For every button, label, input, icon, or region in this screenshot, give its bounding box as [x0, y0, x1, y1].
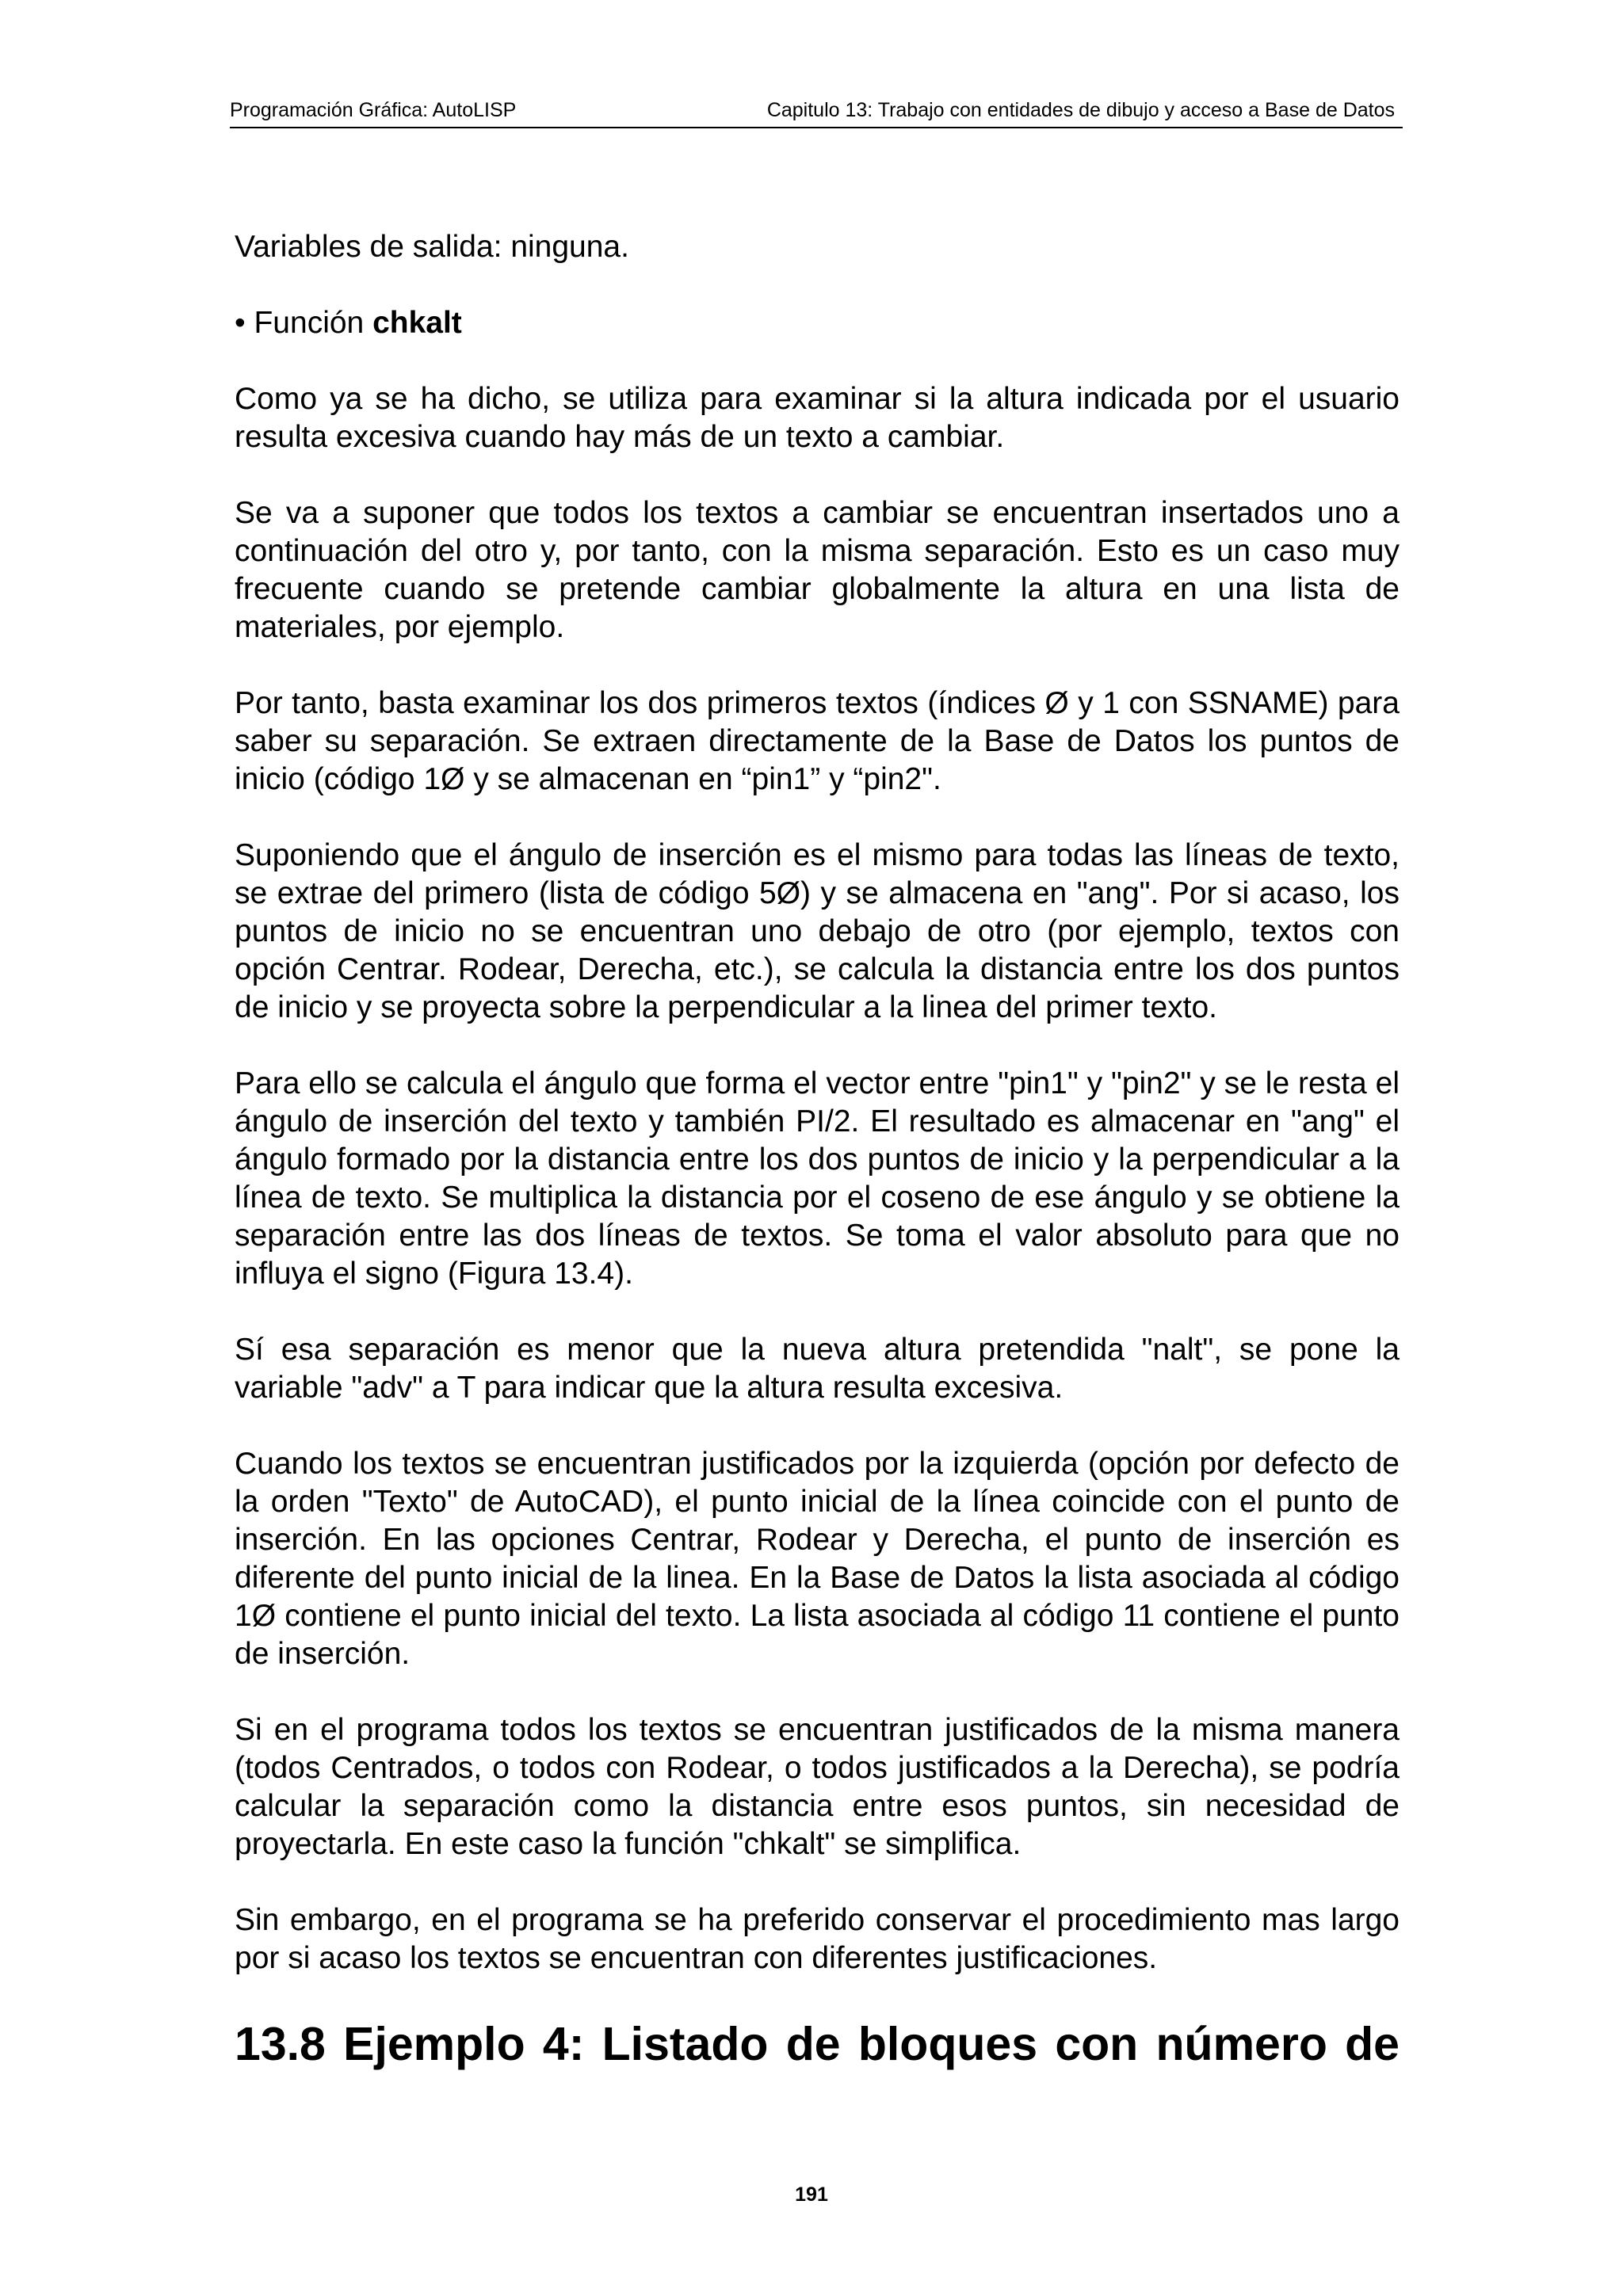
header-chapter-title: Capitulo 13: Trabajo con entidades de dibujo y acceso a Base de Datos — [766, 99, 1395, 121]
paragraph: Suponiendo que el ángulo de inserción es el mismo para todas las líneas de texto, se extrae del primero (lista de código 5Ø) y se almacena en "ang". Por si acaso, los puntos de inicio no se encuentran uno debajo de otro (por ejemplo, textos con opción Centrar. Rodear, Derecha, etc.), se calcula la distancia entre los dos puntos de inicio y se proyecta sobre la perpendicular a la linea del primer texto. — [235, 838, 1400, 1024]
paragraph: Sí esa separación es menor que la nueva altura pretendida "nalt", se pone la variable "adv" a T para indicar que la altura resulta excesiva. — [235, 1333, 1400, 1405]
function-name: chkalt — [372, 306, 462, 340]
bullet-prefix: • Función — [235, 306, 373, 340]
paragraph: Como ya se ha dicho, se utiliza para examinar si la altura indicada por el usuario resulta excesiva cuando hay más de un texto a cambiar. — [235, 382, 1400, 454]
paragraph: Sin embargo, en el programa se ha preferido conservar el procedimiento mas largo por si acaso los textos se encuentran con diferentes justificaciones. — [235, 1903, 1400, 1975]
header-book-title: Programación Gráfica: AutoLISP — [230, 99, 517, 121]
paragraph: Si en el programa todos los textos se encuentran justificados de la misma manera (todos Centrados, o todos con Rodear, o todos justificados a la Derecha), se podría calcular la separación como la distancia entre esos puntos, sin necesidad de proyectarla. En este caso la función "chkalt" se simplifica. — [235, 1713, 1400, 1861]
bullet-function-chkalt — [235, 304, 1400, 342]
paragraph: Cuando los textos se encuentran justificados por la izquierda (opción por defecto de la orden "Texto" de AutoCAD), el punto inicial de la línea coincide con el punto de inserción. En las opciones Centrar, Rodear y Derecha, el punto de inserción es diferente del punto inicial de la linea. En la Base de Datos la lista asociada al código 1Ø contiene el punto inicial del texto. La lista asociada al código 11 contiene el punto de inserción. — [235, 1447, 1400, 1671]
page-content — [235, 228, 1400, 2073]
section-heading: 13.8 Ejemplo 4: Listado de bloques con número de — [235, 2018, 1400, 2070]
paragraph: Se va a suponer que todos los textos a cambiar se encuentran insertados uno a continuación del otro y, por tanto, con la misma separación. Esto es un caso muy frecuente cuando se pretende cambiar globalmente la altura en una lista de materiales, por ejemplo. — [235, 496, 1400, 644]
page-number: 191 — [795, 2183, 828, 2206]
paragraph: Para ello se calcula el ángulo que forma el vector entre "pin1" y "pin2" y se le resta el ángulo de inserción del texto y también PI/2. El resultado es almacenar en "ang" el ángulo formado por la distancia entre los dos puntos de inicio y la perpendicular a la línea de texto. Se multiplica la distancia por el coseno de ese ángulo y se obtiene la separación entre las dos líneas de textos. Se toma el valor absoluto para que no influya el signo (Figura 13.4). — [235, 1066, 1400, 1291]
paragraph-output-variables: Variables de salida: ninguna. — [235, 230, 629, 264]
paragraph: Por tanto, basta examinar los dos primeros textos (índices Ø y 1 con SSNAME) para saber su separación. Se extraen directamente de la Base de Datos los puntos de inicio (código 1Ø y se almacenan en “pin1” y “pin2". — [235, 686, 1400, 796]
page-header — [230, 93, 1403, 128]
